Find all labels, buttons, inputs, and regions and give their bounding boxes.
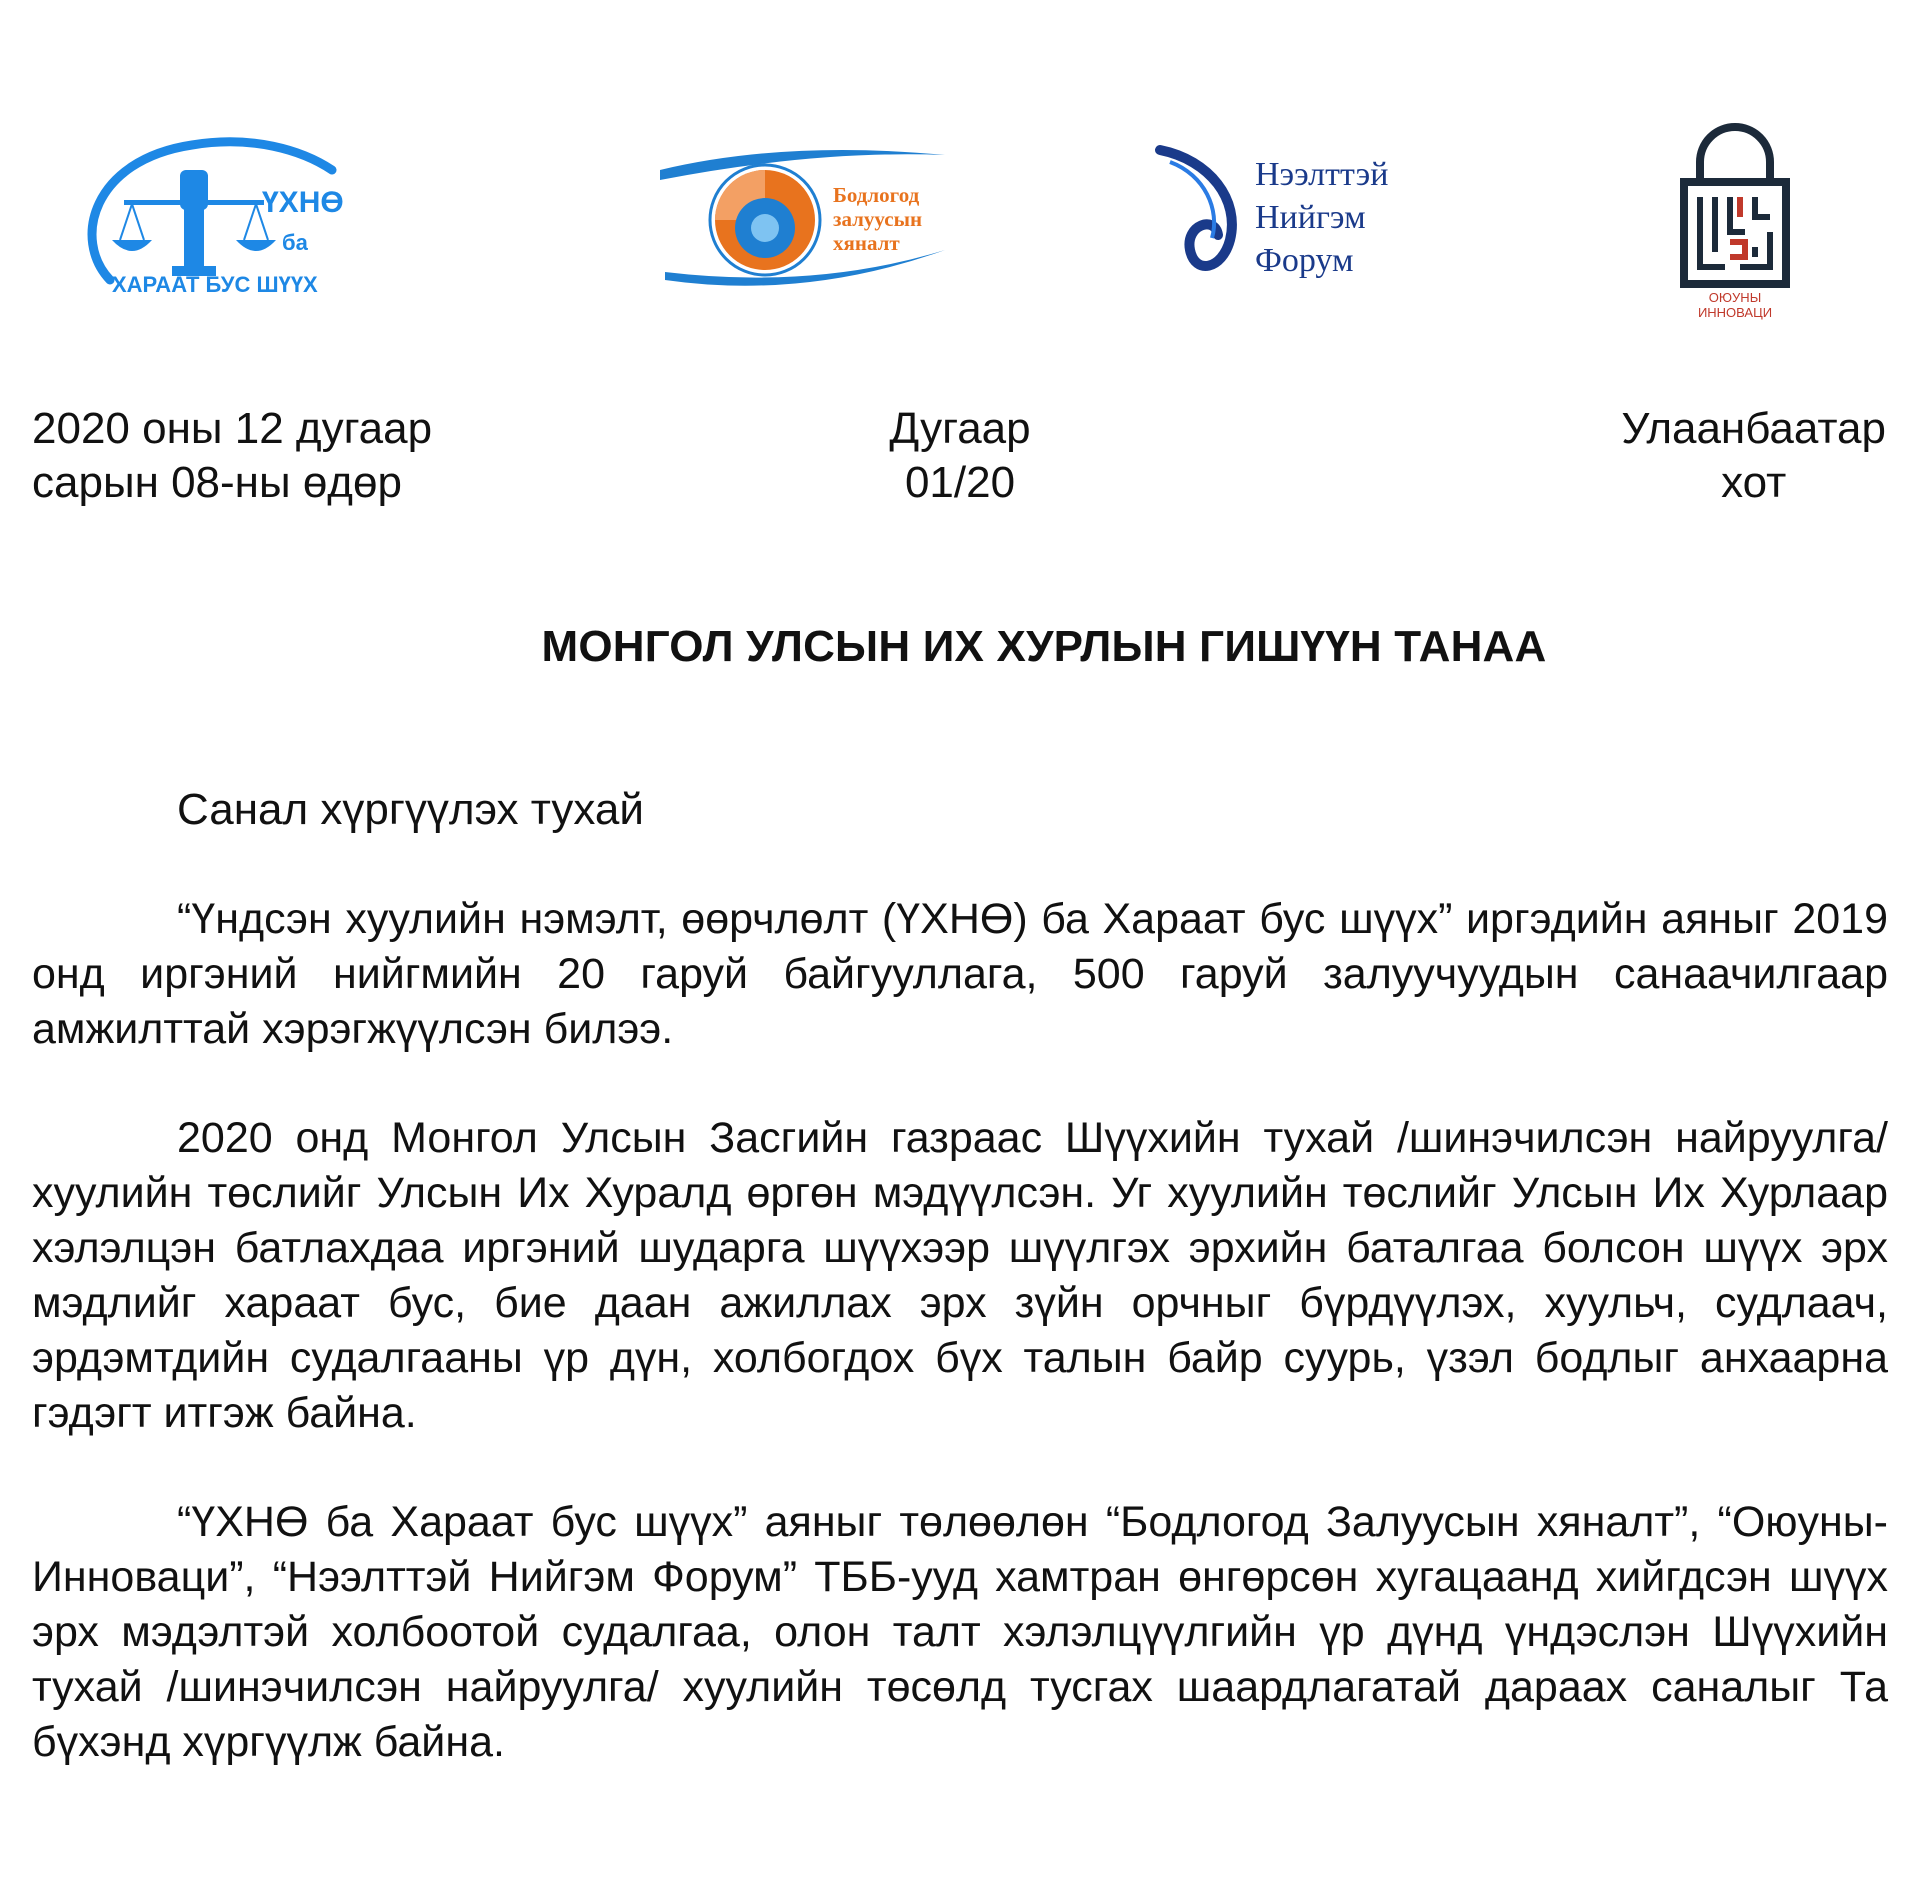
bodlogod-logo-line3: хяналт [833, 231, 900, 255]
city-line-1: Улаанбаатар [1621, 404, 1886, 453]
date-line-2: сарын 08-ны өдөр [32, 458, 402, 507]
padlock-maze-icon [1670, 122, 1800, 322]
date-line-1: 2020 оны 12 дугаар [32, 404, 433, 453]
number-value: 01/20 [904, 458, 1016, 507]
document-number [870, 402, 1050, 510]
document-city [1621, 402, 1886, 510]
bodlogod-logo-line1: Бодлогод [833, 183, 920, 207]
bodlogod-logo [655, 140, 955, 300]
uhno-logo-title: ҮХНӨ [262, 186, 344, 219]
subject-line: Санал хүргүүлэх тухай [177, 785, 644, 834]
eye-icon [655, 140, 955, 300]
letter-body [32, 892, 1888, 1824]
uhno-logo-conj: ба [282, 230, 308, 255]
number-label: Дугаар [889, 404, 1031, 453]
bodlogod-logo-line2: залуусын [833, 207, 923, 231]
oyuny-logo-line1: ОЮУНЫ [1708, 290, 1762, 305]
uhno-logo-subtitle: ХАРААТ БУС ШҮҮХ [112, 272, 318, 297]
logo-row [0, 110, 1918, 340]
uhno-logo [72, 130, 372, 300]
forum-logo-line1: Нээлттэй [1255, 156, 1389, 193]
swirl-icon [1150, 130, 1450, 290]
addressee-heading: МОНГОЛ УЛСЫН ИХ ХУРЛЫН ГИШҮҮН ТАНАА [541, 622, 1547, 671]
city-line-2: хот [1721, 458, 1787, 507]
forum-logo-line3: Форум [1255, 242, 1354, 279]
paragraph-2: 2020 онд Монгол Улсын Засгийн газраас Шүүхийн тухай /шинэчилсэн найруулга/ хуулийн төслийг Улсын Их Хуралд өргөн мэдүүлсэн. Уг хуулийн төслийг Улсын Их Хурлаар хэлэлцэн батлахдаа иргэний шударга шүүхээр шүүлгэх эрхийн баталгаа болсон шүүх эрх мэдлийг хараат бус, бие даан ажиллах эрх зүйн орчныг бүрдүүлэх, хуульч, судлаач, эрдэмтдийн судалгааны үр дүн, холбогдох бүх талын байр суурь, үзэл бодлыг анхаарна гэдэгт итгэж байна. [32, 1114, 1888, 1437]
oyuny-logo-line2: ИННОВАЦИ [1697, 305, 1773, 320]
paragraph-1: “Үндсэн хуулийн нэмэлт, өөрчлөлт (ҮХНӨ) ба Хараат бус шүүх” иргэдийн аяныг 2019 онд иргэний нийгмийн 20 гаруй байгууллага, 500 гаруй залуучуудын санаачилгаар амжилттай хэрэгжүүлсэн билээ. [32, 895, 1888, 1053]
oyuny-logo [1670, 122, 1800, 322]
forum-logo-line2: Нийгэм [1255, 199, 1366, 236]
scales-of-justice-icon [72, 130, 372, 300]
document-date [32, 402, 432, 510]
forum-logo [1150, 130, 1450, 290]
paragraph-3: “ҮХНӨ ба Хараат бус шүүх” аяныг төлөөлөн “Бодлогод Залуусын хяналт”, “Оюуны-Инноваци”, “Нээлттэй Нийгэм Форум” ТББ-ууд хамтран өнгөрсөн хугацаанд хийгдсэн шүүх эрх мэдэлтэй холбоотой судалгаа, олон талт хэлэлцүүлгийн үр дүнд үндэслэн Шүүхийн тухай /шинэчилсэн найруулга/ хуулийн төсөлд тусгах шаардлагатай дараах саналыг Та бүхэнд хүргүүлж байна. [32, 1498, 1888, 1766]
